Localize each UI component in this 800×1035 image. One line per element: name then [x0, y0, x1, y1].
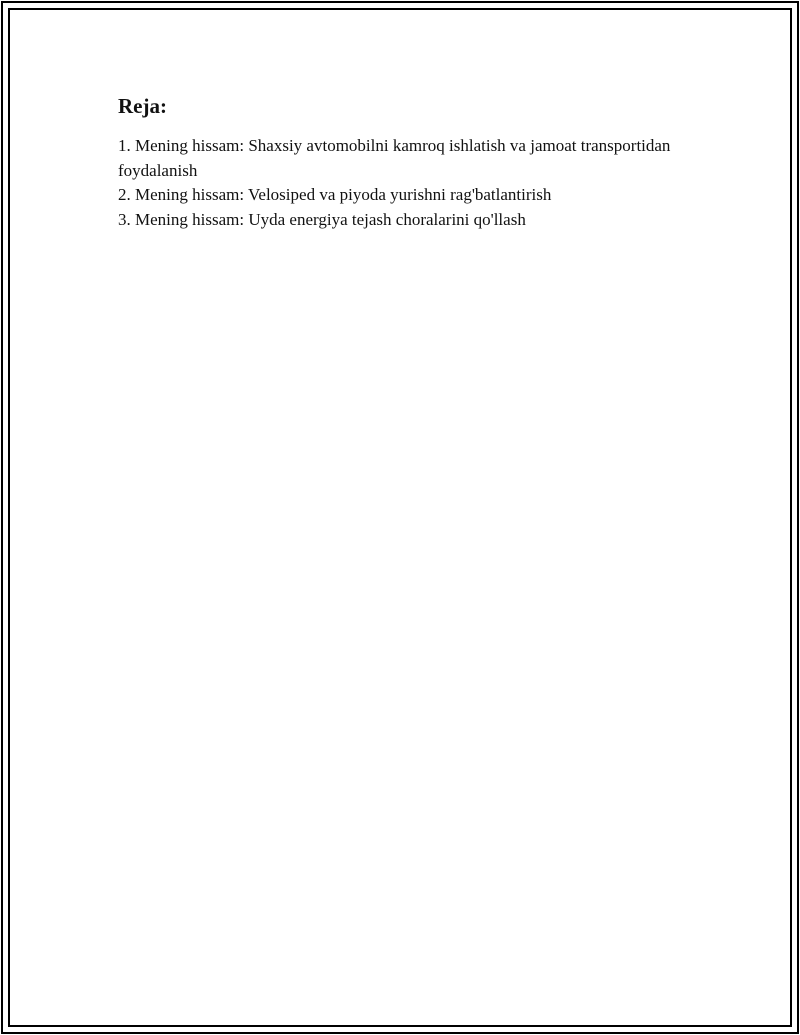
plan-heading: Reja:	[118, 94, 167, 118]
document-content	[118, 93, 678, 232]
plan-list	[118, 134, 678, 232]
plan-item-1: 1. Mening hissam: Shaxsiy avtomobilni kamroq ishlatish va jamoat transportidan foydalanish	[118, 136, 671, 180]
plan-item-2: 2. Mening hissam: Velosiped va piyoda yurishni rag'batlantirish	[118, 185, 552, 204]
plan-item-3: 3. Mening hissam: Uyda energiya tejash choralarini qo'llash	[118, 209, 526, 229]
